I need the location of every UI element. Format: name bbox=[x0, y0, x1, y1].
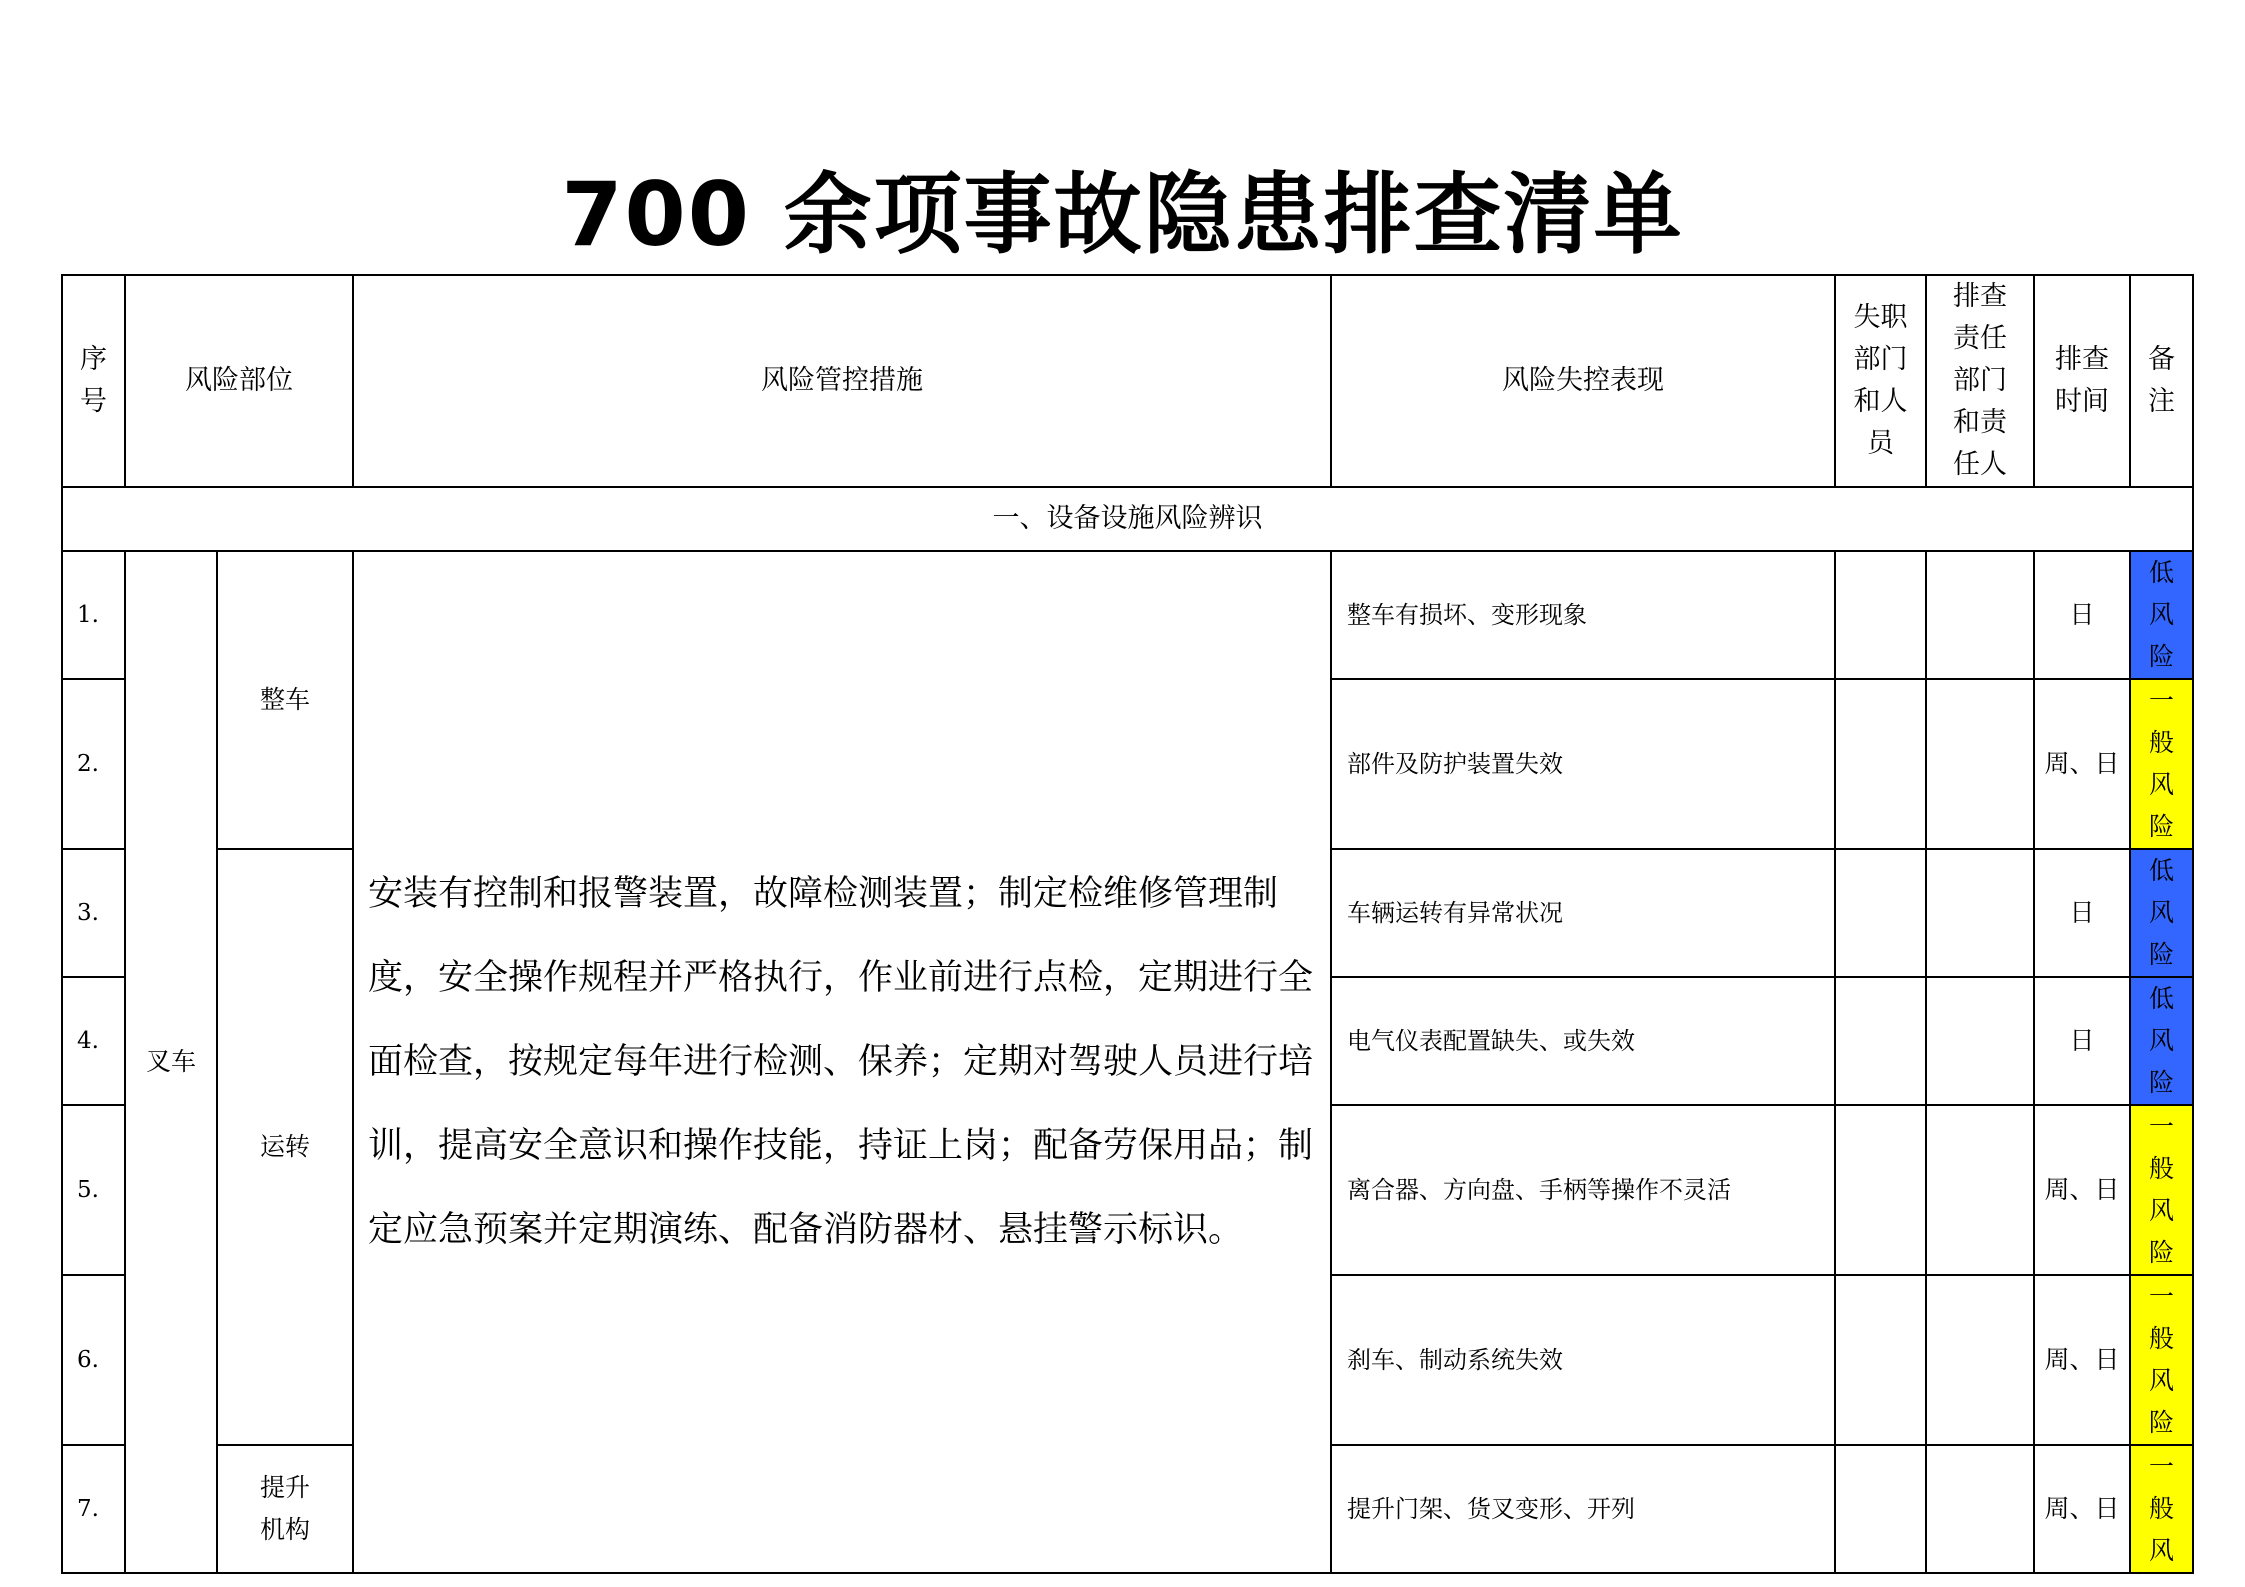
header-dereliction: 失职部门和人员 bbox=[1835, 275, 1926, 487]
section-row bbox=[62, 487, 2193, 551]
part-cell: 整车 bbox=[217, 551, 353, 849]
failure-cell: 部件及防护装置失效 bbox=[1331, 679, 1835, 849]
responsible-cell bbox=[1926, 551, 2034, 679]
risk-level-badge: 低风险 bbox=[2130, 977, 2193, 1105]
check-time-cell: 周、日 bbox=[2034, 1445, 2130, 1573]
dereliction-cell bbox=[1835, 679, 1926, 849]
check-time-cell: 日 bbox=[2034, 977, 2130, 1105]
part-cell: 提升机构 bbox=[217, 1445, 353, 1573]
hazard-checklist-table bbox=[61, 274, 2194, 1574]
check-time-cell: 周、日 bbox=[2034, 679, 2130, 849]
dereliction-cell bbox=[1835, 551, 1926, 679]
risk-level-badge: 低风险 bbox=[2130, 551, 2193, 679]
responsible-cell bbox=[1926, 849, 2034, 977]
responsible-cell bbox=[1926, 1275, 2034, 1445]
table-row bbox=[62, 551, 2193, 679]
risk-level-badge: 一般风 bbox=[2130, 1445, 2193, 1573]
responsible-cell bbox=[1926, 1105, 2034, 1275]
responsible-cell bbox=[1926, 977, 2034, 1105]
risk-level-badge: 一般风险 bbox=[2130, 1275, 2193, 1445]
header-control-measures: 风险管控措施 bbox=[353, 275, 1331, 487]
failure-cell: 电气仪表配置缺失、或失效 bbox=[1331, 977, 1835, 1105]
header-remarks: 备注 bbox=[2130, 275, 2193, 487]
dereliction-cell bbox=[1835, 1275, 1926, 1445]
control-measures-cell: 安装有控制和报警装置，故障检测装置；制定检维修管理制度，安全操作规程并严格执行，作业前进行点检，定期进行全面检查，按规定每年进行检测、保养；定期对驾驶人员进行培训，提高安全意识和操作技能，持证上岗；配备劳保用品；制定应急预案并定期演练、配备消防器材、悬挂警示标识。 bbox=[353, 551, 1331, 1573]
responsible-cell bbox=[1926, 1445, 2034, 1573]
part-cell: 运转 bbox=[217, 849, 353, 1445]
failure-cell: 离合器、方向盘、手柄等操作不灵活 bbox=[1331, 1105, 1835, 1275]
header-risk-location: 风险部位 bbox=[125, 275, 353, 487]
header-row bbox=[62, 275, 2193, 487]
header-failure-signs: 风险失控表现 bbox=[1331, 275, 1835, 487]
responsible-cell bbox=[1926, 679, 2034, 849]
section-title: 一、设备设施风险辨识 bbox=[62, 487, 2193, 551]
row-number: 2. bbox=[62, 679, 125, 849]
risk-level-badge: 低风险 bbox=[2130, 849, 2193, 977]
check-time-cell: 周、日 bbox=[2034, 1275, 2130, 1445]
failure-cell: 刹车、制动系统失效 bbox=[1331, 1275, 1835, 1445]
check-time-cell: 周、日 bbox=[2034, 1105, 2130, 1275]
row-number: 3. bbox=[62, 849, 125, 977]
equipment-cell: 叉车 bbox=[125, 551, 217, 1573]
header-seq: 序号 bbox=[62, 275, 125, 487]
row-number: 6. bbox=[62, 1275, 125, 1445]
dereliction-cell bbox=[1835, 1105, 1926, 1275]
dereliction-cell bbox=[1835, 849, 1926, 977]
check-time-cell: 日 bbox=[2034, 551, 2130, 679]
page-title: 700 余项事故隐患排查清单 bbox=[561, 163, 1684, 266]
risk-level-badge: 一般风险 bbox=[2130, 1105, 2193, 1275]
header-responsible: 排查责任部门和责任人 bbox=[1926, 275, 2034, 487]
dereliction-cell bbox=[1835, 977, 1926, 1105]
failure-cell: 整车有损坏、变形现象 bbox=[1331, 551, 1835, 679]
row-number: 1. bbox=[62, 551, 125, 679]
risk-level-badge: 一般风险 bbox=[2130, 679, 2193, 849]
check-time-cell: 日 bbox=[2034, 849, 2130, 977]
row-number: 7. bbox=[62, 1445, 125, 1573]
failure-cell: 车辆运转有异常状况 bbox=[1331, 849, 1835, 977]
row-number: 4. bbox=[62, 977, 125, 1105]
header-check-time: 排查时间 bbox=[2034, 275, 2130, 487]
failure-cell: 提升门架、货叉变形、开列 bbox=[1331, 1445, 1835, 1573]
dereliction-cell bbox=[1835, 1445, 1926, 1573]
row-number: 5. bbox=[62, 1105, 125, 1275]
